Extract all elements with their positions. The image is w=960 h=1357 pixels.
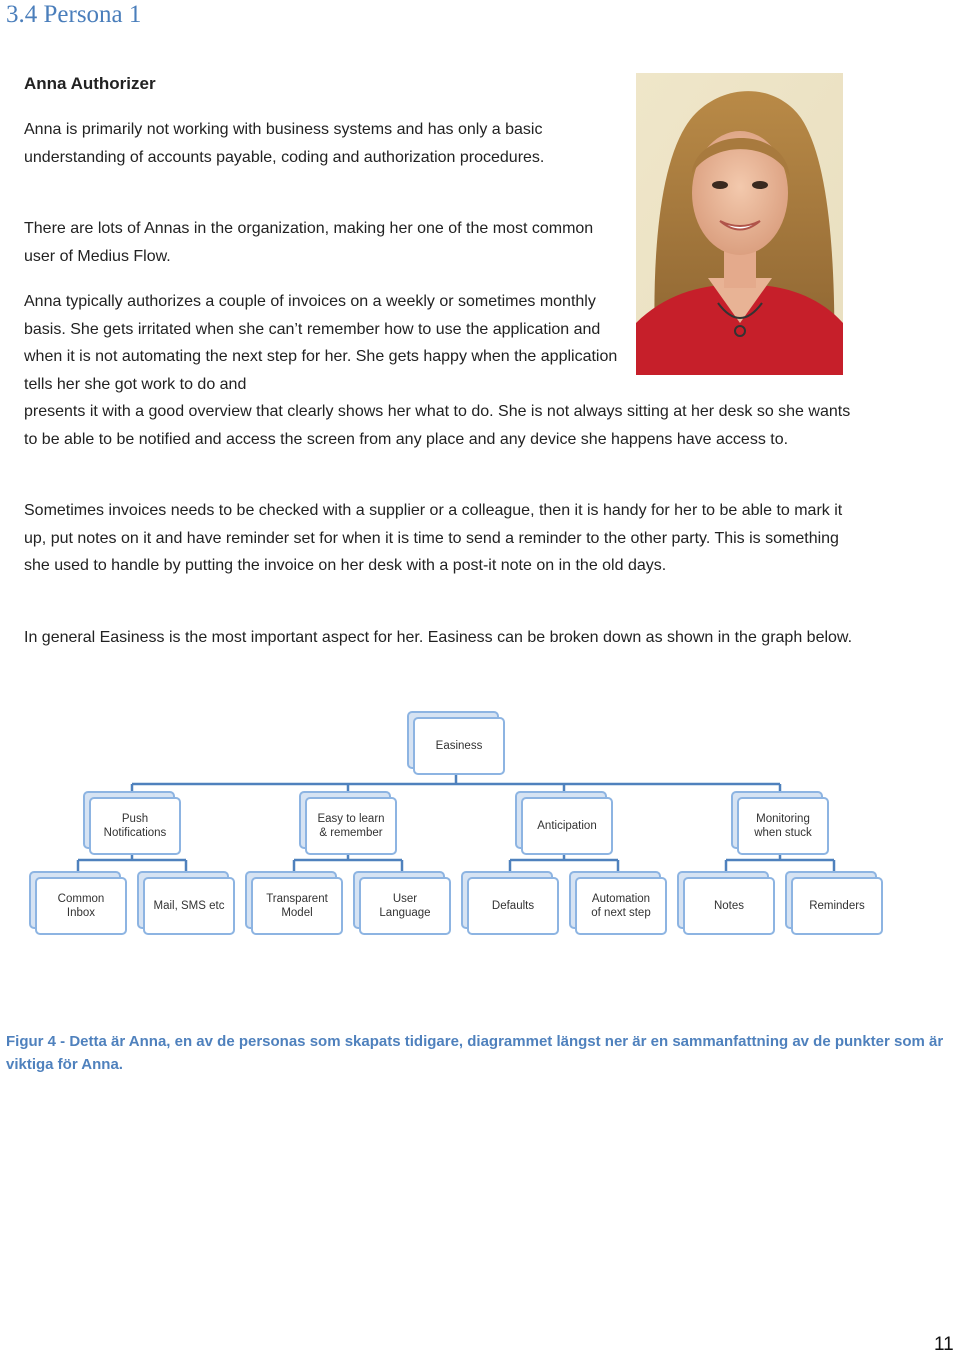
section-heading: 3.4 Persona 1	[6, 1, 142, 28]
root-node	[408, 712, 504, 774]
node-label: Language	[379, 907, 431, 919]
persona-name: Anna Authorizer	[24, 74, 156, 93]
node-label: Inbox	[66, 907, 96, 919]
node-label: User	[392, 893, 418, 905]
leaf-node	[30, 872, 126, 934]
leaf-node	[462, 872, 558, 934]
node-label: Mail, SMS etc	[153, 900, 225, 912]
branch-node	[300, 792, 396, 854]
figure-caption: Figur 4 - Detta är Anna, en av de personas som skapats tidigare, diagrammet längst ner är en sammanfattning av de punkter som är viktiga för Anna.	[6, 1033, 944, 1073]
node-label: Model	[281, 907, 313, 919]
node-label: Notifications	[103, 827, 167, 839]
branch-node	[732, 792, 828, 854]
page-number: 11	[934, 1334, 954, 1355]
node-label: Common	[57, 893, 105, 905]
persona-paragraph-part: presents it with a good overview that clearly shows her what to do. She is not always sitting at her desk so she wants to be able to be notified and access the screen from any place and any device she happens have access to.	[24, 403, 851, 448]
node-label: & remember	[319, 827, 383, 839]
persona-paragraph: In general Easiness is the most important aspect for her. Easiness can be broken down as shown in the graph below.	[24, 629, 853, 646]
node-label: Defaults	[491, 900, 535, 912]
persona-paragraph: Anna is primarily not working with business systems and has only a basic understanding of accounts payable, coding and authorization procedures.	[24, 121, 545, 166]
persona-photo	[636, 73, 843, 375]
persona-paragraph: Sometimes invoices needs to be checked with a supplier or a colleague, then it is handy for her to be able to mark it up, put notes on it and have reminder set for when it is time to send a reminder to the other party. This is something she used to handle by putting the invoice on her desk with a post-it note on in the old days.	[24, 502, 843, 574]
node-label: Anticipation	[537, 820, 597, 832]
node-label: Easiness	[435, 740, 483, 752]
easiness-tree-diagram	[0, 700, 960, 950]
leaf-node	[138, 872, 234, 934]
branch-node	[516, 792, 612, 854]
node-label: Reminders	[809, 900, 865, 912]
leaf-node	[570, 872, 666, 934]
node-label: Notes	[713, 900, 745, 912]
node-label: Push	[121, 813, 149, 825]
leaf-node	[246, 872, 342, 934]
leaf-node	[678, 872, 774, 934]
node-label: Easy to learn	[317, 813, 385, 825]
node-label: when stuck	[754, 827, 812, 839]
persona-paragraph: There are lots of Annas in the organization, making her one of the most common user of Medius Flow.	[24, 220, 594, 265]
leaf-node	[786, 872, 882, 934]
node-label: Monitoring	[756, 813, 810, 825]
node-label: of next step	[591, 907, 651, 919]
node-label: Automation	[591, 893, 651, 905]
persona-paragraph-part: Anna typically authorizes a couple of invoices on a weekly or sometimes monthly basis. She gets irritated when she can’t remember how to use the application and when it is not automating the next step for her. She gets happy when the application tells her she got work to do and	[24, 293, 618, 393]
node-label: Transparent	[266, 893, 328, 905]
branch-node	[84, 792, 180, 854]
leaf-node	[354, 872, 450, 934]
